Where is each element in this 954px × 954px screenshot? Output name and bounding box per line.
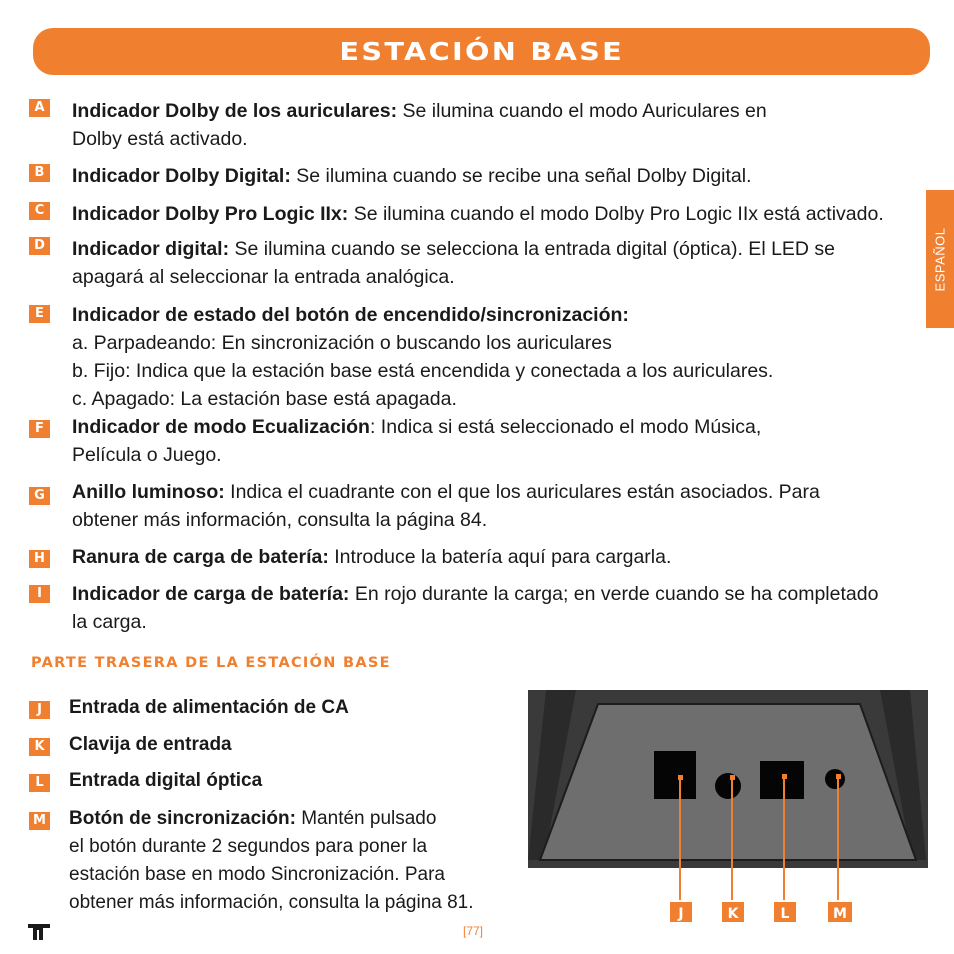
item-g-line2: obtener más información, consulta la página 84. (72, 509, 488, 531)
language-tab-label: ESPAÑOL (932, 227, 948, 291)
item-e (72, 301, 773, 413)
page-number: [77] (463, 924, 484, 938)
callout-dot-j (678, 775, 683, 780)
badge-a: A (29, 99, 50, 117)
callout-dot-l (782, 774, 787, 779)
item-f-text: : Indica si está seleccionado el modo Música, (369, 416, 762, 438)
badge-l: L (29, 774, 50, 792)
figure-label-j: J (678, 906, 684, 922)
rear-item-j (69, 694, 349, 722)
item-i (72, 580, 878, 636)
rear-item-l (69, 767, 262, 795)
item-e-sub-a: a. Parpadeando: En sincronización o buscando los auriculares (72, 332, 612, 354)
figure-label-l: L (780, 906, 790, 922)
item-b (72, 162, 752, 190)
badge-f: F (29, 420, 50, 438)
input-jack (715, 773, 741, 799)
item-a-text: Se ilumina cuando el modo Auriculares en (397, 100, 767, 122)
badge-h: H (29, 550, 50, 568)
item-f (72, 413, 761, 469)
sync-button (825, 769, 845, 789)
item-g (72, 478, 820, 534)
item-i-line2: la carga. (72, 611, 147, 633)
badge-i: I (29, 585, 50, 603)
rear-item-l-title: Entrada digital óptica (69, 770, 263, 791)
item-i-title: Indicador de carga de batería: (72, 583, 350, 605)
item-c (72, 200, 884, 228)
brand-logo-icon (28, 924, 50, 940)
badge-j: J (29, 701, 50, 719)
item-h (72, 543, 671, 571)
item-f-line2: Película o Juego. (72, 444, 222, 466)
rear-item-m (69, 805, 474, 917)
item-a-line2: Dolby está activado. (72, 128, 248, 150)
page-title: ESTACIÓN BASE (339, 37, 624, 66)
item-h-title: Ranura de carga de batería: (72, 546, 329, 568)
badge-e: E (29, 305, 50, 323)
callout-dot-m (836, 774, 841, 779)
item-d-text: Se ilumina cuando se selecciona la entrada digital (óptica). El LED se (229, 238, 836, 260)
section-banner (33, 28, 930, 75)
rear-item-m-line3: obtener más información, consulta la página 81. (69, 892, 474, 913)
badge-c: C (29, 202, 50, 220)
item-i-text: En rojo durante la carga; en verde cuando se ha completado (349, 583, 879, 605)
badge-m: M (29, 812, 50, 830)
item-d-title: Indicador digital: (72, 238, 230, 260)
rear-section-title: PARTE TRASERA DE LA ESTACIÓN BASE (31, 655, 391, 671)
rear-item-m-line2: estación base en modo Sincronización. Para (69, 864, 446, 885)
item-b-title: Indicador Dolby Digital: (72, 165, 291, 187)
item-e-title: Indicador de estado del botón de encendido/sincronización: (72, 304, 629, 326)
item-b-text: Se ilumina cuando se recibe una señal Dolby Digital. (290, 165, 752, 187)
badge-k: K (29, 738, 50, 756)
item-d-line2: apagará al seleccionar la entrada analógica. (72, 266, 455, 288)
badge-d: D (29, 237, 50, 255)
callout-dot-k (730, 775, 735, 780)
item-c-title: Indicador Dolby Pro Logic IIx: (72, 203, 349, 225)
item-a-title: Indicador Dolby de los auriculares: (72, 100, 398, 122)
item-g-text: Indica el cuadrante con el que los auriculares están asociados. Para (224, 481, 820, 503)
badge-g: G (29, 487, 50, 505)
rear-item-j-title: Entrada de alimentación de CA (69, 697, 349, 718)
rear-item-k-title: Clavija de entrada (69, 734, 232, 755)
base-station-rear-figure (528, 690, 928, 930)
item-g-title: Anillo luminoso: (72, 481, 225, 503)
rear-item-m-title: Botón de sincronización: (69, 808, 296, 829)
figure-label-m: M (833, 906, 847, 922)
optical-input-port (760, 761, 804, 799)
item-f-title: Indicador de modo Ecualización (72, 416, 370, 438)
item-a (72, 97, 767, 153)
item-e-sub-b: b. Fijo: Indica que la estación base está encendida y conectada a los auriculares. (72, 360, 774, 382)
badge-b: B (29, 164, 50, 182)
item-c-text: Se ilumina cuando el modo Dolby Pro Logic IIx está activado. (348, 203, 884, 225)
ac-power-port (654, 751, 696, 799)
rear-item-m-text: Mantén pulsado (295, 808, 437, 829)
language-tab (926, 190, 954, 328)
item-h-text: Introduce la batería aquí para cargarla. (328, 546, 672, 568)
item-d (72, 235, 835, 291)
rear-item-k (69, 731, 232, 759)
figure-label-k: K (727, 906, 739, 922)
rear-item-m-line1: el botón durante 2 segundos para poner la (69, 836, 428, 857)
item-e-sub-c: c. Apagado: La estación base está apagada. (72, 388, 457, 410)
figure-labels (670, 902, 852, 922)
